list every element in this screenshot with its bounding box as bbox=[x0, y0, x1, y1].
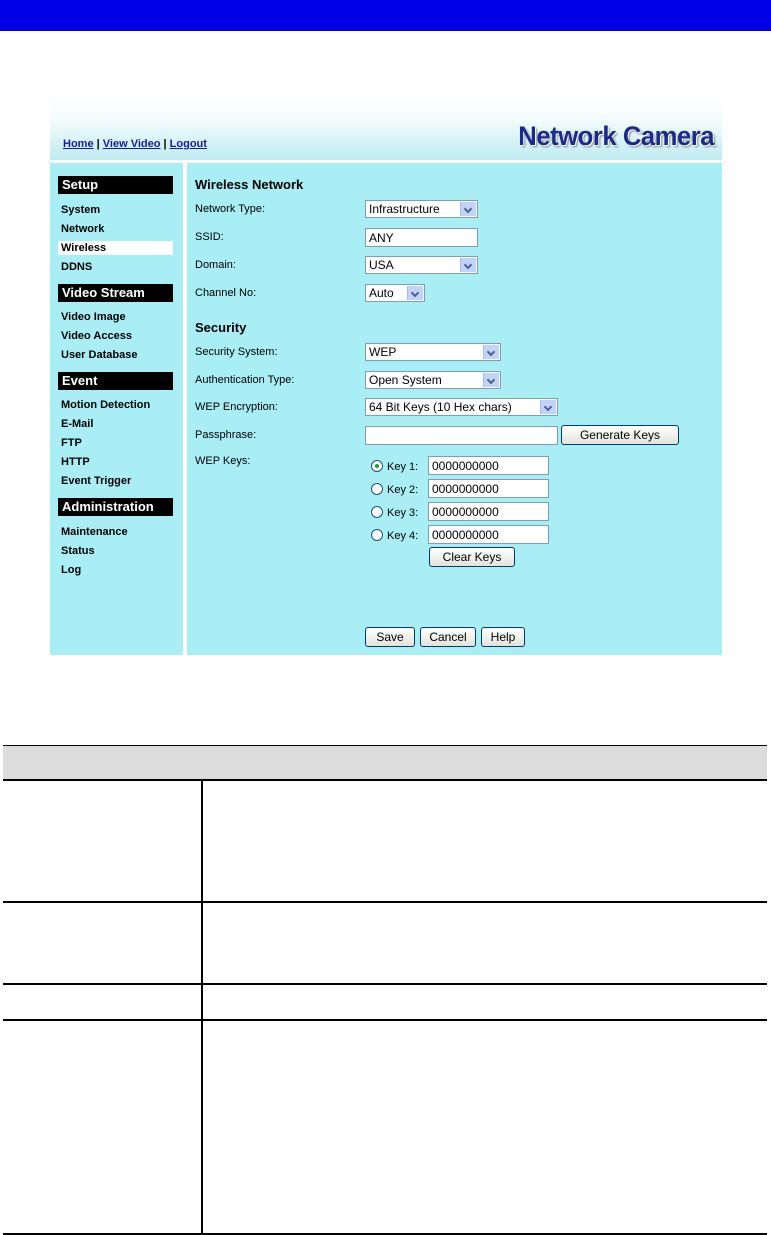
table-row bbox=[3, 1021, 767, 1235]
sidebar-item-video-access[interactable]: Video Access bbox=[61, 330, 132, 342]
sidebar-item-wireless[interactable]: Wireless bbox=[58, 241, 173, 255]
domain-value: USA bbox=[369, 258, 394, 272]
sidebar-item-system[interactable]: System bbox=[61, 204, 101, 216]
key2-radio[interactable] bbox=[371, 483, 383, 495]
chevron-down-icon bbox=[540, 400, 556, 414]
camera-web-ui bbox=[50, 95, 722, 655]
view-video-link[interactable]: View Video bbox=[102, 138, 161, 150]
key4-label: Key 4: bbox=[387, 530, 419, 542]
sidebar-item-http[interactable]: HTTP bbox=[61, 456, 90, 468]
auth-type-value: Open System bbox=[369, 373, 442, 387]
network-type-label: Network Type: bbox=[195, 203, 266, 215]
channel-label: Channel No: bbox=[195, 287, 257, 299]
chevron-down-icon bbox=[483, 373, 499, 387]
help-button[interactable]: Help bbox=[481, 627, 525, 647]
header-bar bbox=[50, 95, 722, 160]
domain-label: Domain: bbox=[195, 259, 236, 271]
nav-separator: | bbox=[96, 138, 100, 150]
cancel-button[interactable]: Cancel bbox=[420, 627, 476, 647]
sidebar-section-event: Event bbox=[58, 372, 173, 390]
save-button[interactable]: Save bbox=[365, 627, 415, 647]
wireless-settings-panel bbox=[187, 163, 722, 655]
security-system-label: Security System: bbox=[195, 346, 278, 358]
table-row bbox=[3, 985, 767, 1021]
auth-type-label: Authentication Type: bbox=[195, 374, 295, 386]
key2-input[interactable] bbox=[428, 479, 549, 498]
wep-encryption-value: 64 Bit Keys (10 Hex chars) bbox=[369, 400, 512, 414]
key2-label: Key 2: bbox=[387, 484, 419, 496]
passphrase-input[interactable] bbox=[365, 426, 558, 445]
security-system-value: WEP bbox=[369, 345, 397, 359]
sidebar-item-log[interactable]: Log bbox=[61, 564, 82, 576]
home-link[interactable]: Home bbox=[63, 138, 94, 150]
sidebar-item-video-image[interactable]: Video Image bbox=[61, 311, 126, 323]
table-column-divider bbox=[201, 781, 203, 1235]
nav-separator: | bbox=[163, 138, 167, 150]
table-row bbox=[3, 903, 767, 985]
sidebar bbox=[50, 163, 183, 655]
channel-value: Auto bbox=[369, 286, 394, 300]
auth-type-select[interactable] bbox=[365, 371, 501, 389]
security-heading: Security bbox=[195, 320, 247, 335]
security-system-select[interactable] bbox=[365, 343, 501, 361]
chevron-down-icon bbox=[460, 258, 476, 272]
wireless-network-heading: Wireless Network bbox=[195, 177, 304, 192]
key4-input[interactable] bbox=[428, 525, 549, 544]
ssid-label: SSID: bbox=[195, 231, 224, 243]
top-banner bbox=[0, 0, 771, 31]
sidebar-item-maintenance[interactable]: Maintenance bbox=[61, 526, 128, 538]
generate-keys-button[interactable]: Generate Keys bbox=[561, 425, 679, 445]
sidebar-section-administration: Administration bbox=[58, 498, 173, 516]
key3-input[interactable] bbox=[428, 502, 549, 521]
passphrase-label: Passphrase: bbox=[195, 429, 257, 441]
sidebar-item-status[interactable]: Status bbox=[61, 545, 95, 557]
wep-encryption-select[interactable] bbox=[365, 398, 558, 416]
table-row bbox=[3, 781, 767, 903]
chevron-down-icon bbox=[483, 345, 499, 359]
ssid-input[interactable] bbox=[365, 228, 478, 247]
key4-radio[interactable] bbox=[371, 529, 383, 541]
sidebar-item-network[interactable]: Network bbox=[61, 223, 105, 235]
sidebar-item-event-trigger[interactable]: Event Trigger bbox=[61, 475, 132, 487]
key3-label: Key 3: bbox=[387, 507, 419, 519]
sidebar-section-setup: Setup bbox=[58, 176, 173, 194]
brand-logo: Network Camera bbox=[518, 121, 714, 151]
sidebar-item-user-database[interactable]: User Database bbox=[61, 349, 138, 361]
chevron-down-icon bbox=[460, 202, 476, 216]
channel-select[interactable] bbox=[365, 284, 425, 302]
wep-keys-label: WEP Keys: bbox=[195, 455, 251, 467]
chevron-down-icon bbox=[407, 286, 423, 300]
table-header bbox=[3, 745, 767, 781]
network-type-select[interactable] bbox=[365, 200, 478, 218]
sidebar-item-email[interactable]: E-Mail bbox=[61, 418, 94, 430]
sidebar-section-video-stream: Video Stream bbox=[58, 284, 173, 302]
key1-radio[interactable] bbox=[371, 460, 383, 472]
domain-select[interactable] bbox=[365, 256, 478, 274]
sidebar-item-ddns[interactable]: DDNS bbox=[61, 261, 93, 273]
key3-radio[interactable] bbox=[371, 506, 383, 518]
clear-keys-button[interactable]: Clear Keys bbox=[429, 547, 515, 567]
top-nav bbox=[63, 138, 207, 150]
sidebar-item-ftp[interactable]: FTP bbox=[61, 437, 82, 449]
sidebar-item-motion-detection[interactable]: Motion Detection bbox=[61, 399, 151, 411]
logout-link[interactable]: Logout bbox=[169, 138, 207, 150]
network-type-value: Infrastructure bbox=[369, 202, 440, 216]
wep-encryption-label: WEP Encryption: bbox=[195, 401, 278, 413]
key1-label: Key 1: bbox=[387, 461, 419, 473]
key1-input[interactable] bbox=[428, 456, 549, 475]
